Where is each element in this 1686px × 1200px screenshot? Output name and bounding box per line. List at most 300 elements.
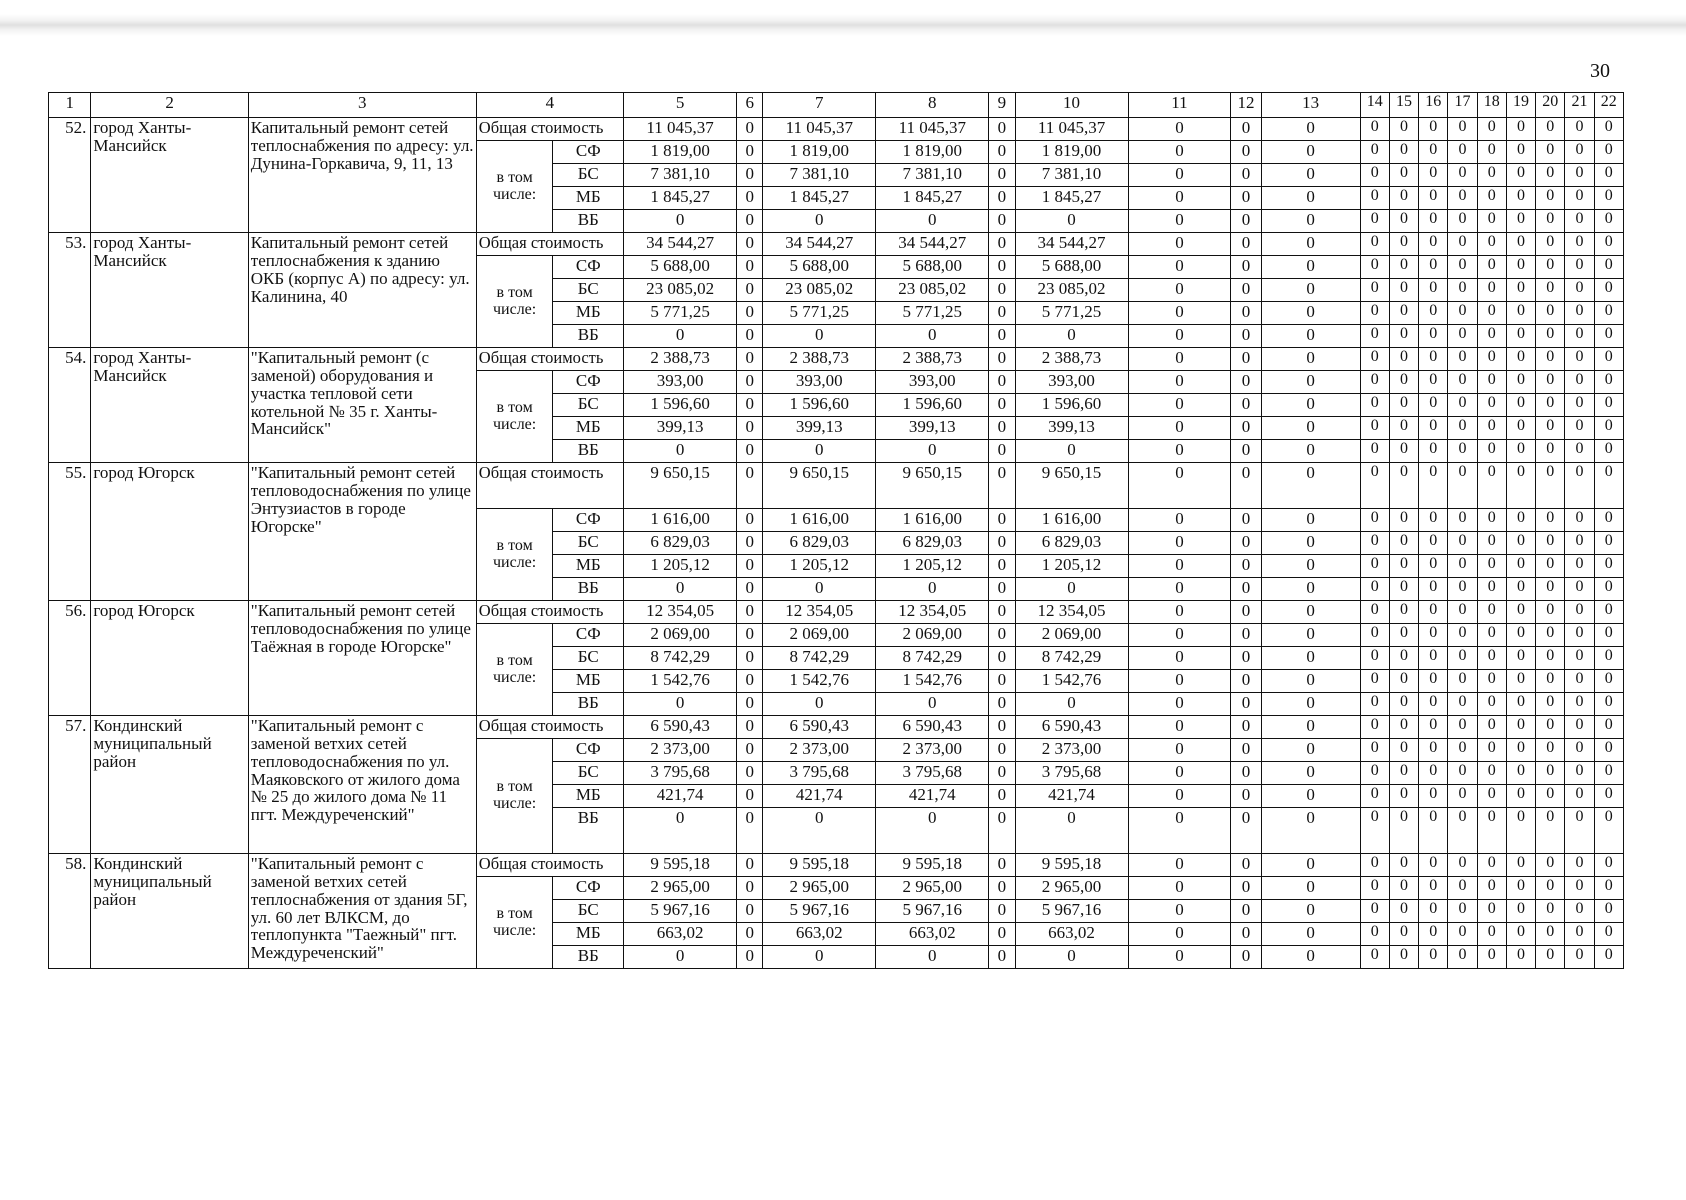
amount-cell: 0: [1506, 463, 1535, 509]
amount-cell: 0: [1594, 762, 1623, 785]
amount-cell: 0: [1506, 946, 1535, 969]
amount-cell: 0: [1360, 739, 1389, 762]
amount-cell: 0: [1128, 693, 1231, 716]
amount-cell: 0: [1419, 601, 1448, 624]
header-cell: 2: [91, 93, 248, 118]
amount-cell: 1 616,00: [624, 509, 737, 532]
funding-source-code: ВБ: [553, 693, 624, 716]
amount-cell: 0: [1594, 187, 1623, 210]
amount-cell: 23 085,02: [624, 279, 737, 302]
amount-cell: 0: [1448, 808, 1477, 854]
amount-cell: 663,02: [876, 923, 989, 946]
amount-cell: 0: [1128, 256, 1231, 279]
amount-cell: 1 845,27: [876, 187, 989, 210]
amount-cell: 0: [1360, 647, 1389, 670]
amount-cell: 8 742,29: [1015, 647, 1128, 670]
amount-cell: 0: [737, 762, 763, 785]
amount-cell: 0: [1360, 187, 1389, 210]
amount-cell: 0: [624, 440, 737, 463]
amount-cell: 0: [1360, 256, 1389, 279]
amount-cell: 0: [1448, 279, 1477, 302]
amount-cell: 0: [1565, 923, 1594, 946]
amount-cell: 0: [1594, 371, 1623, 394]
amount-cell: 5 967,16: [624, 900, 737, 923]
amount-cell: 0: [876, 946, 989, 969]
header-cell: 20: [1536, 93, 1565, 118]
entry-total-row: [49, 118, 1624, 141]
table-body: [49, 93, 1624, 969]
amount-cell: 0: [1565, 785, 1594, 808]
amount-cell: 0: [1261, 210, 1360, 233]
amount-cell: 0: [1536, 670, 1565, 693]
entry-total-row: [49, 463, 1624, 509]
amount-cell: 0: [1261, 624, 1360, 647]
amount-cell: 2 069,00: [763, 624, 876, 647]
amount-cell: 0: [1261, 118, 1360, 141]
amount-cell: 0: [1594, 578, 1623, 601]
amount-cell: 6 829,03: [1015, 532, 1128, 555]
amount-cell: 0: [1360, 348, 1389, 371]
amount-cell: 34 544,27: [876, 233, 989, 256]
amount-cell: 0: [1565, 279, 1594, 302]
amount-cell: 0: [1506, 141, 1535, 164]
amount-cell: 0: [1360, 118, 1389, 141]
amount-cell: 0: [1389, 624, 1418, 647]
amount-cell: 0: [1477, 900, 1506, 923]
amount-cell: 0: [989, 716, 1015, 739]
amount-cell: 1 845,27: [763, 187, 876, 210]
amount-cell: 0: [1261, 670, 1360, 693]
amount-cell: 6 590,43: [763, 716, 876, 739]
amount-cell: 0: [1536, 164, 1565, 187]
amount-cell: 0: [1477, 532, 1506, 555]
amount-cell: 0: [1477, 141, 1506, 164]
entry-total-row: [49, 233, 1624, 256]
amount-cell: 0: [1448, 670, 1477, 693]
incl-label: в том числе:: [476, 877, 553, 969]
municipality-name: город Югорск: [91, 601, 248, 716]
amount-cell: 0: [1536, 716, 1565, 739]
amount-cell: 0: [989, 348, 1015, 371]
total-cost-label: Общая стоимость: [476, 854, 623, 877]
amount-cell: 0: [1506, 808, 1535, 854]
amount-cell: 0: [1128, 670, 1231, 693]
amount-cell: 0: [1261, 394, 1360, 417]
amount-cell: 0: [1506, 302, 1535, 325]
amount-cell: 0: [1261, 716, 1360, 739]
amount-cell: 0: [1536, 417, 1565, 440]
amount-cell: 0: [1477, 302, 1506, 325]
amount-cell: 0: [1506, 785, 1535, 808]
amount-cell: 0: [1448, 417, 1477, 440]
amount-cell: 0: [1477, 325, 1506, 348]
total-cost-label: Общая стоимость: [476, 348, 623, 371]
amount-cell: 0: [989, 279, 1015, 302]
amount-cell: 0: [1389, 762, 1418, 785]
amount-cell: 0: [1536, 302, 1565, 325]
amount-cell: 0: [1360, 325, 1389, 348]
amount-cell: 0: [1419, 785, 1448, 808]
amount-cell: 0: [1594, 624, 1623, 647]
header-cell: 9: [989, 93, 1015, 118]
amount-cell: 0: [1536, 877, 1565, 900]
amount-cell: 0: [737, 808, 763, 854]
amount-cell: 1 845,27: [1015, 187, 1128, 210]
amount-cell: 0: [1128, 394, 1231, 417]
column-number-header-row: [49, 93, 1624, 118]
amount-cell: 0: [1261, 808, 1360, 854]
amount-cell: 34 544,27: [1015, 233, 1128, 256]
amount-cell: 0: [1448, 463, 1477, 509]
amount-cell: 0: [1419, 578, 1448, 601]
amount-cell: 0: [1565, 164, 1594, 187]
amount-cell: 0: [1419, 532, 1448, 555]
amount-cell: 399,13: [624, 417, 737, 440]
amount-cell: 0: [1360, 233, 1389, 256]
amount-cell: 421,74: [763, 785, 876, 808]
amount-cell: 0: [1231, 555, 1261, 578]
funding-source-code: БС: [553, 900, 624, 923]
header-cell: 12: [1231, 93, 1261, 118]
amount-cell: 0: [1128, 647, 1231, 670]
amount-cell: 399,13: [763, 417, 876, 440]
municipality-name: город Югорск: [91, 463, 248, 601]
amount-cell: 0: [1261, 440, 1360, 463]
amount-cell: 6 590,43: [624, 716, 737, 739]
amount-cell: 0: [1128, 923, 1231, 946]
entry-total-row: [49, 854, 1624, 877]
amount-cell: 0: [1506, 348, 1535, 371]
amount-cell: 0: [1419, 808, 1448, 854]
amount-cell: 0: [1536, 187, 1565, 210]
funding-source-code: ВБ: [553, 440, 624, 463]
amount-cell: 0: [1536, 532, 1565, 555]
amount-cell: 0: [1261, 854, 1360, 877]
amount-cell: 0: [1128, 946, 1231, 969]
amount-cell: 0: [1536, 785, 1565, 808]
amount-cell: 2 965,00: [624, 877, 737, 900]
amount-cell: 0: [1536, 371, 1565, 394]
amount-cell: 0: [1565, 555, 1594, 578]
amount-cell: 0: [737, 325, 763, 348]
amount-cell: 0: [1261, 463, 1360, 509]
amount-cell: 5 771,25: [624, 302, 737, 325]
amount-cell: 0: [737, 279, 763, 302]
amount-cell: 1 542,76: [763, 670, 876, 693]
amount-cell: 0: [1536, 440, 1565, 463]
amount-cell: 0: [1565, 348, 1594, 371]
amount-cell: 0: [1231, 854, 1261, 877]
amount-cell: 0: [1360, 463, 1389, 509]
amount-cell: 0: [1360, 624, 1389, 647]
amount-cell: 12 354,05: [1015, 601, 1128, 624]
amount-cell: 0: [989, 785, 1015, 808]
amount-cell: 0: [1261, 923, 1360, 946]
funding-source-code: БС: [553, 532, 624, 555]
amount-cell: 0: [1536, 578, 1565, 601]
amount-cell: 0: [1389, 279, 1418, 302]
header-cell: 16: [1419, 93, 1448, 118]
amount-cell: 0: [1389, 693, 1418, 716]
amount-cell: 0: [1419, 325, 1448, 348]
amount-cell: 0: [624, 946, 737, 969]
amount-cell: 0: [1360, 532, 1389, 555]
amount-cell: 7 381,10: [624, 164, 737, 187]
funding-source-code: СФ: [553, 509, 624, 532]
amount-cell: 0: [1261, 233, 1360, 256]
amount-cell: 0: [1128, 555, 1231, 578]
amount-cell: 0: [1506, 417, 1535, 440]
amount-cell: 0: [1594, 210, 1623, 233]
amount-cell: 0: [1231, 463, 1261, 509]
amount-cell: 0: [1477, 348, 1506, 371]
funding-source-code: ВБ: [553, 578, 624, 601]
header-cell: 19: [1506, 93, 1535, 118]
amount-cell: 0: [1128, 601, 1231, 624]
amount-cell: 0: [1594, 348, 1623, 371]
amount-cell: 0: [1360, 279, 1389, 302]
header-cell: 3: [248, 93, 476, 118]
financing-table: [48, 92, 1624, 969]
amount-cell: 0: [1231, 785, 1261, 808]
amount-cell: 0: [1231, 325, 1261, 348]
amount-cell: 0: [1565, 371, 1594, 394]
amount-cell: 0: [1448, 187, 1477, 210]
amount-cell: 0: [1477, 233, 1506, 256]
amount-cell: 0: [1231, 371, 1261, 394]
amount-cell: 0: [1015, 210, 1128, 233]
amount-cell: 0: [763, 210, 876, 233]
incl-label: в том числе:: [476, 371, 553, 463]
amount-cell: 0: [1128, 417, 1231, 440]
amount-cell: 0: [1594, 647, 1623, 670]
amount-cell: 0: [1594, 877, 1623, 900]
header-cell: 21: [1565, 93, 1594, 118]
amount-cell: 0: [1231, 716, 1261, 739]
amount-cell: 0: [1231, 118, 1261, 141]
funding-source-code: МБ: [553, 670, 624, 693]
amount-cell: 0: [1419, 394, 1448, 417]
amount-cell: 0: [1360, 578, 1389, 601]
amount-cell: 12 354,05: [876, 601, 989, 624]
amount-cell: 0: [1565, 877, 1594, 900]
amount-cell: 421,74: [624, 785, 737, 808]
amount-cell: 0: [1261, 601, 1360, 624]
funding-source-code: БС: [553, 279, 624, 302]
amount-cell: 0: [1565, 808, 1594, 854]
amount-cell: 0: [737, 923, 763, 946]
amount-cell: 0: [1231, 279, 1261, 302]
amount-cell: 0: [1360, 141, 1389, 164]
amount-cell: 0: [1389, 233, 1418, 256]
amount-cell: 0: [1506, 187, 1535, 210]
amount-cell: 0: [1360, 785, 1389, 808]
amount-cell: 5 771,25: [876, 302, 989, 325]
amount-cell: 0: [1419, 187, 1448, 210]
amount-cell: 0: [1506, 900, 1535, 923]
funding-source-code: МБ: [553, 555, 624, 578]
amount-cell: 5 688,00: [624, 256, 737, 279]
amount-cell: 0: [1419, 417, 1448, 440]
amount-cell: 0: [1594, 555, 1623, 578]
amount-cell: 0: [1231, 601, 1261, 624]
amount-cell: 0: [1448, 762, 1477, 785]
amount-cell: 0: [1419, 141, 1448, 164]
amount-cell: 0: [1015, 325, 1128, 348]
amount-cell: 12 354,05: [763, 601, 876, 624]
amount-cell: 0: [1448, 118, 1477, 141]
amount-cell: 0: [1128, 141, 1231, 164]
amount-cell: 0: [1506, 578, 1535, 601]
amount-cell: 8 742,29: [624, 647, 737, 670]
amount-cell: 0: [1477, 164, 1506, 187]
amount-cell: 0: [1389, 785, 1418, 808]
amount-cell: 0: [1231, 693, 1261, 716]
amount-cell: 0: [1594, 394, 1623, 417]
funding-source-code: МБ: [553, 785, 624, 808]
amount-cell: 0: [1128, 785, 1231, 808]
amount-cell: 0: [1477, 555, 1506, 578]
header-cell: 11: [1128, 93, 1231, 118]
amount-cell: 0: [1506, 624, 1535, 647]
amount-cell: 0: [1360, 854, 1389, 877]
amount-cell: 0: [1419, 877, 1448, 900]
amount-cell: 0: [1565, 302, 1594, 325]
amount-cell: 399,13: [1015, 417, 1128, 440]
amount-cell: 0: [1389, 210, 1418, 233]
amount-cell: 0: [1231, 210, 1261, 233]
amount-cell: 0: [1536, 624, 1565, 647]
amount-cell: 1 542,76: [876, 670, 989, 693]
amount-cell: 9 650,15: [763, 463, 876, 509]
scan-artifact-line: [0, 14, 1686, 36]
amount-cell: 0: [1506, 371, 1535, 394]
amount-cell: 0: [1506, 256, 1535, 279]
amount-cell: 0: [1231, 647, 1261, 670]
amount-cell: 0: [1389, 302, 1418, 325]
amount-cell: 0: [1389, 187, 1418, 210]
funding-source-code: СФ: [553, 256, 624, 279]
amount-cell: 0: [1448, 440, 1477, 463]
amount-cell: 0: [1565, 210, 1594, 233]
amount-cell: 0: [1594, 141, 1623, 164]
amount-cell: 0: [1128, 578, 1231, 601]
amount-cell: 0: [1565, 601, 1594, 624]
amount-cell: 0: [1536, 233, 1565, 256]
amount-cell: 0: [1448, 854, 1477, 877]
amount-cell: 0: [1419, 739, 1448, 762]
total-cost-label: Общая стоимость: [476, 463, 623, 509]
entry-total-row: [49, 716, 1624, 739]
amount-cell: 2 069,00: [1015, 624, 1128, 647]
amount-cell: 0: [989, 210, 1015, 233]
amount-cell: 0: [1594, 716, 1623, 739]
amount-cell: 1 845,27: [624, 187, 737, 210]
amount-cell: 0: [1506, 877, 1535, 900]
amount-cell: 0: [1128, 279, 1231, 302]
amount-cell: 1 596,60: [1015, 394, 1128, 417]
amount-cell: 7 381,10: [1015, 164, 1128, 187]
amount-cell: 0: [1389, 946, 1418, 969]
entry-number: 57.: [49, 716, 91, 854]
amount-cell: 0: [1565, 670, 1594, 693]
amount-cell: 0: [989, 601, 1015, 624]
header-cell: 6: [737, 93, 763, 118]
amount-cell: 0: [1565, 509, 1594, 532]
amount-cell: 0: [1261, 371, 1360, 394]
amount-cell: 0: [1506, 325, 1535, 348]
amount-cell: 5 771,25: [763, 302, 876, 325]
amount-cell: 0: [1419, 900, 1448, 923]
amount-cell: 0: [989, 762, 1015, 785]
amount-cell: 0: [1389, 463, 1418, 509]
amount-cell: 0: [1128, 900, 1231, 923]
amount-cell: 0: [1448, 394, 1477, 417]
amount-cell: 5 771,25: [1015, 302, 1128, 325]
amount-cell: 0: [1360, 417, 1389, 440]
amount-cell: 0: [1536, 279, 1565, 302]
amount-cell: 0: [1389, 532, 1418, 555]
amount-cell: 0: [1506, 716, 1535, 739]
funding-source-code: ВБ: [553, 946, 624, 969]
amount-cell: 2 965,00: [763, 877, 876, 900]
amount-cell: 0: [1128, 716, 1231, 739]
amount-cell: 0: [1536, 325, 1565, 348]
amount-cell: 5 688,00: [763, 256, 876, 279]
amount-cell: 0: [1565, 325, 1594, 348]
amount-cell: 0: [876, 440, 989, 463]
total-cost-label: Общая стоимость: [476, 716, 623, 739]
amount-cell: 0: [1419, 210, 1448, 233]
amount-cell: 0: [989, 164, 1015, 187]
amount-cell: 0: [1536, 256, 1565, 279]
amount-cell: 0: [1448, 946, 1477, 969]
amount-cell: 0: [1477, 509, 1506, 532]
amount-cell: 0: [1128, 210, 1231, 233]
amount-cell: 2 388,73: [1015, 348, 1128, 371]
amount-cell: 0: [1448, 509, 1477, 532]
amount-cell: 0: [1360, 601, 1389, 624]
amount-cell: 5 688,00: [1015, 256, 1128, 279]
amount-cell: 0: [989, 463, 1015, 509]
amount-cell: 6 829,03: [876, 532, 989, 555]
amount-cell: 0: [1448, 233, 1477, 256]
amount-cell: 0: [624, 693, 737, 716]
amount-cell: 0: [737, 118, 763, 141]
amount-cell: 0: [737, 946, 763, 969]
project-description: "Капитальный ремонт сетей тепловодоснабжения по улице Энтузиастов в городе Югорске": [248, 463, 476, 601]
amount-cell: 0: [1594, 739, 1623, 762]
amount-cell: 9 595,18: [876, 854, 989, 877]
amount-cell: 0: [1448, 624, 1477, 647]
amount-cell: 0: [737, 670, 763, 693]
amount-cell: 0: [1419, 716, 1448, 739]
amount-cell: 0: [1506, 601, 1535, 624]
amount-cell: 0: [1536, 463, 1565, 509]
amount-cell: 3 795,68: [763, 762, 876, 785]
amount-cell: 0: [763, 578, 876, 601]
amount-cell: 0: [1261, 578, 1360, 601]
amount-cell: 0: [1477, 785, 1506, 808]
amount-cell: 0: [1477, 693, 1506, 716]
header-cell: 14: [1360, 93, 1389, 118]
funding-source-code: МБ: [553, 923, 624, 946]
amount-cell: 23 085,02: [1015, 279, 1128, 302]
amount-cell: 0: [1128, 371, 1231, 394]
incl-label: в том числе:: [476, 509, 553, 601]
amount-cell: 0: [1594, 279, 1623, 302]
amount-cell: 0: [1261, 325, 1360, 348]
